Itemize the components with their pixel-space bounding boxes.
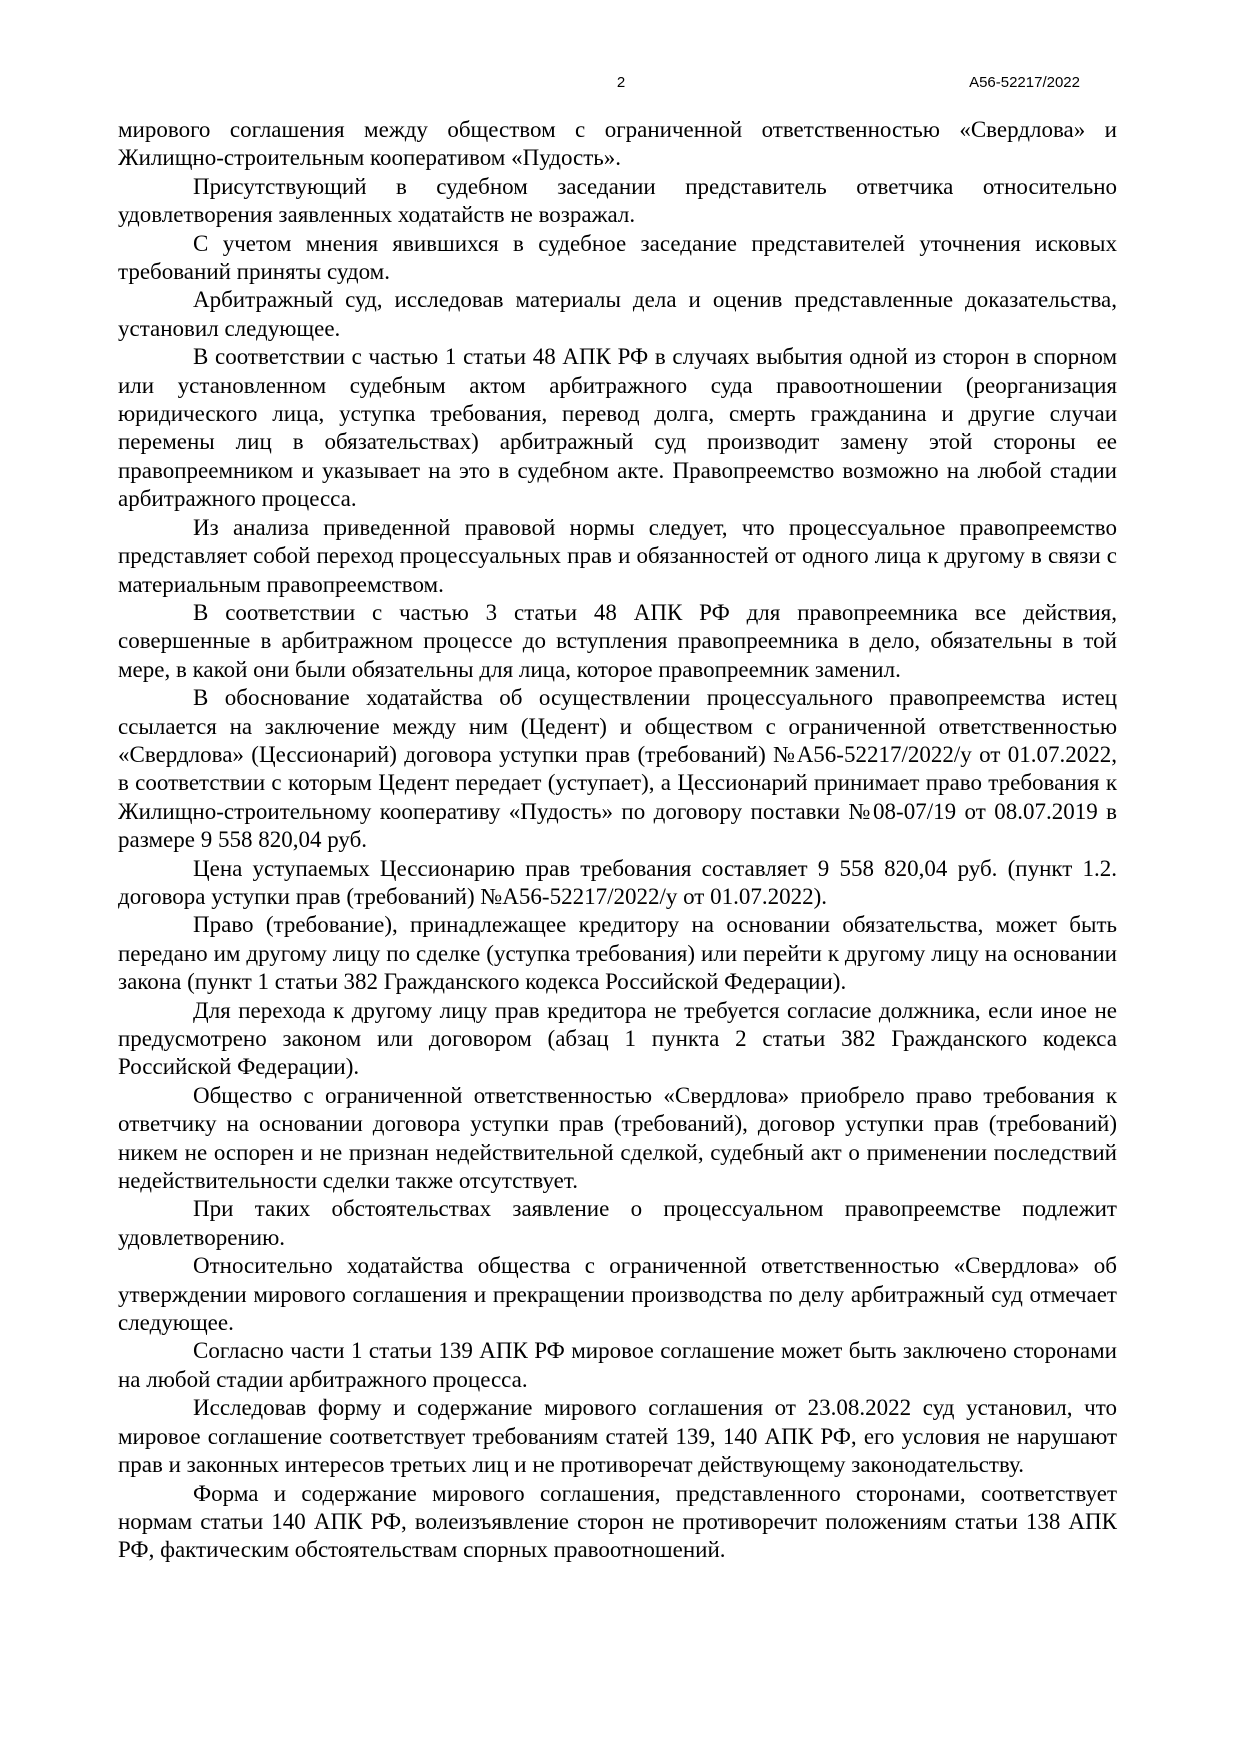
paragraph: Общество с ограниченной ответственностью «Свердлова» приобрело право требования к ответчику на основании договора уступки прав (требований), договор уступки прав (требований) никем не оспорен и не признан недействительной сделкой, судебный акт о применении последствий недействительности сделки также отсутствует. (118, 1082, 1117, 1194)
paragraph: Присутствующий в судебном заседании представитель ответчика относительно удовлетворения заявленных ходатайств не возражал. (118, 173, 1117, 228)
paragraph: Право (требование), принадлежащее кредитору на основании обязательства, может быть передано им другому лицу по сделке (уступка требования) или перейти к другому лицу на основании закона (пункт 1 статьи 382 Гражданского кодекса Российской Федерации). (118, 912, 1117, 995)
paragraph: В соответствии с частью 3 статьи 48 АПК РФ для правопреемника все действия, совершенные в арбитражном процессе до вступления правопреемника в дело, обязательны в той мере, в какой они были обязательны для лица, которое правопреемник заменил. (118, 599, 1117, 682)
paragraph: Исследовав форму и содержание мирового соглашения от 23.08.2022 суд установил, что мировое соглашение соответствует требованиям статей 139, 140 АПК РФ, его условия не нарушают прав и законных интересов третьих лиц и не противоречат действующему законодательству. (118, 1395, 1117, 1478)
paragraph: В обоснование ходатайства об осуществлении процессуального правопреемства истец ссылается на заключение между ним (Цедент) и обществом с ограниченной ответственностью «Свердлова» (Цессионарий) договора уступки прав (требований) №А56-52217/2022/у от 01.07.2022, в соответствии с которым Цедент передает (уступает), а Цессионарий принимает право требования к Жилищно-строительному кооперативу «Пудость» по договору поставки №08-07/19 от 08.07.2019 в размере 9 558 820,04 руб. (118, 685, 1117, 853)
paragraph: При таких обстоятельствах заявление о процессуальном правопреемстве подлежит удовлетворению. (118, 1196, 1117, 1250)
paragraph: Арбитражный суд, исследовав материалы дела и оценив представленные доказательства, установил следующее. (118, 287, 1117, 341)
case-number: А56-52217/2022 (969, 74, 1080, 91)
paragraph: Цена уступаемых Цессионарию прав требования составляет 9 558 820,04 руб. (пункт 1.2. договора уступки прав (требований) №А56-52217/2022/у от 01.07.2022). (118, 855, 1117, 909)
paragraph: Относительно ходатайства общества с ограниченной ответственностью «Свердлова» об утверждении мирового соглашения и прекращении производства по делу арбитражный суд отмечает следующее. (118, 1253, 1117, 1336)
paragraph: Согласно части 1 статьи 139 АПК РФ мировое соглашение может быть заключено сторонами на любой стадии арбитражного процесса. (118, 1338, 1117, 1392)
page-number: 2 (616, 74, 626, 91)
paragraph: Из анализа приведенной правовой нормы следует, что процессуальное правопреемство представляет собой переход процессуальных прав и обязанностей от одного лица к другому в связи с материальным правопреемством. (118, 514, 1117, 597)
paragraph: Форма и содержание мирового соглашения, представленного сторонами, соответствует нормам статьи 140 АПК РФ, волеизъявление сторон не противоречит положениям статьи 138 АПК РФ, фактическим обстоятельствам спорных правоотношений. (118, 1480, 1117, 1563)
document-body (118, 116, 1117, 1565)
paragraph: Для перехода к другому лицу прав кредитора не требуется согласие должника, если иное не предусмотрено законом или договором (абзац 1 пункта 2 статьи 382 Гражданского кодекса Российской Федерации). (118, 997, 1117, 1080)
paragraph: В соответствии с частью 1 статьи 48 АПК РФ в случаях выбытия одной из сторон в спорном или установленном судебным актом арбитражного суда правоотношении (реорганизация юридического лица, уступка требования, перевод долга, смерть гражданина и другие случаи перемены лиц в обязательствах) арбитражный суд производит замену этой стороны ее правопреемником и указывает на это в судебном акте. Правопреемство возможно на любой стадии арбитражного процесса. (118, 344, 1117, 512)
paragraph: С учетом мнения явившихся в судебное заседание представителей уточнения исковых требований приняты судом. (118, 230, 1117, 285)
paragraph: мирового соглашения между обществом с ограниченной ответственностью «Свердлова» и Жилищно-строительным кооперативом «Пудость». (118, 117, 1117, 171)
